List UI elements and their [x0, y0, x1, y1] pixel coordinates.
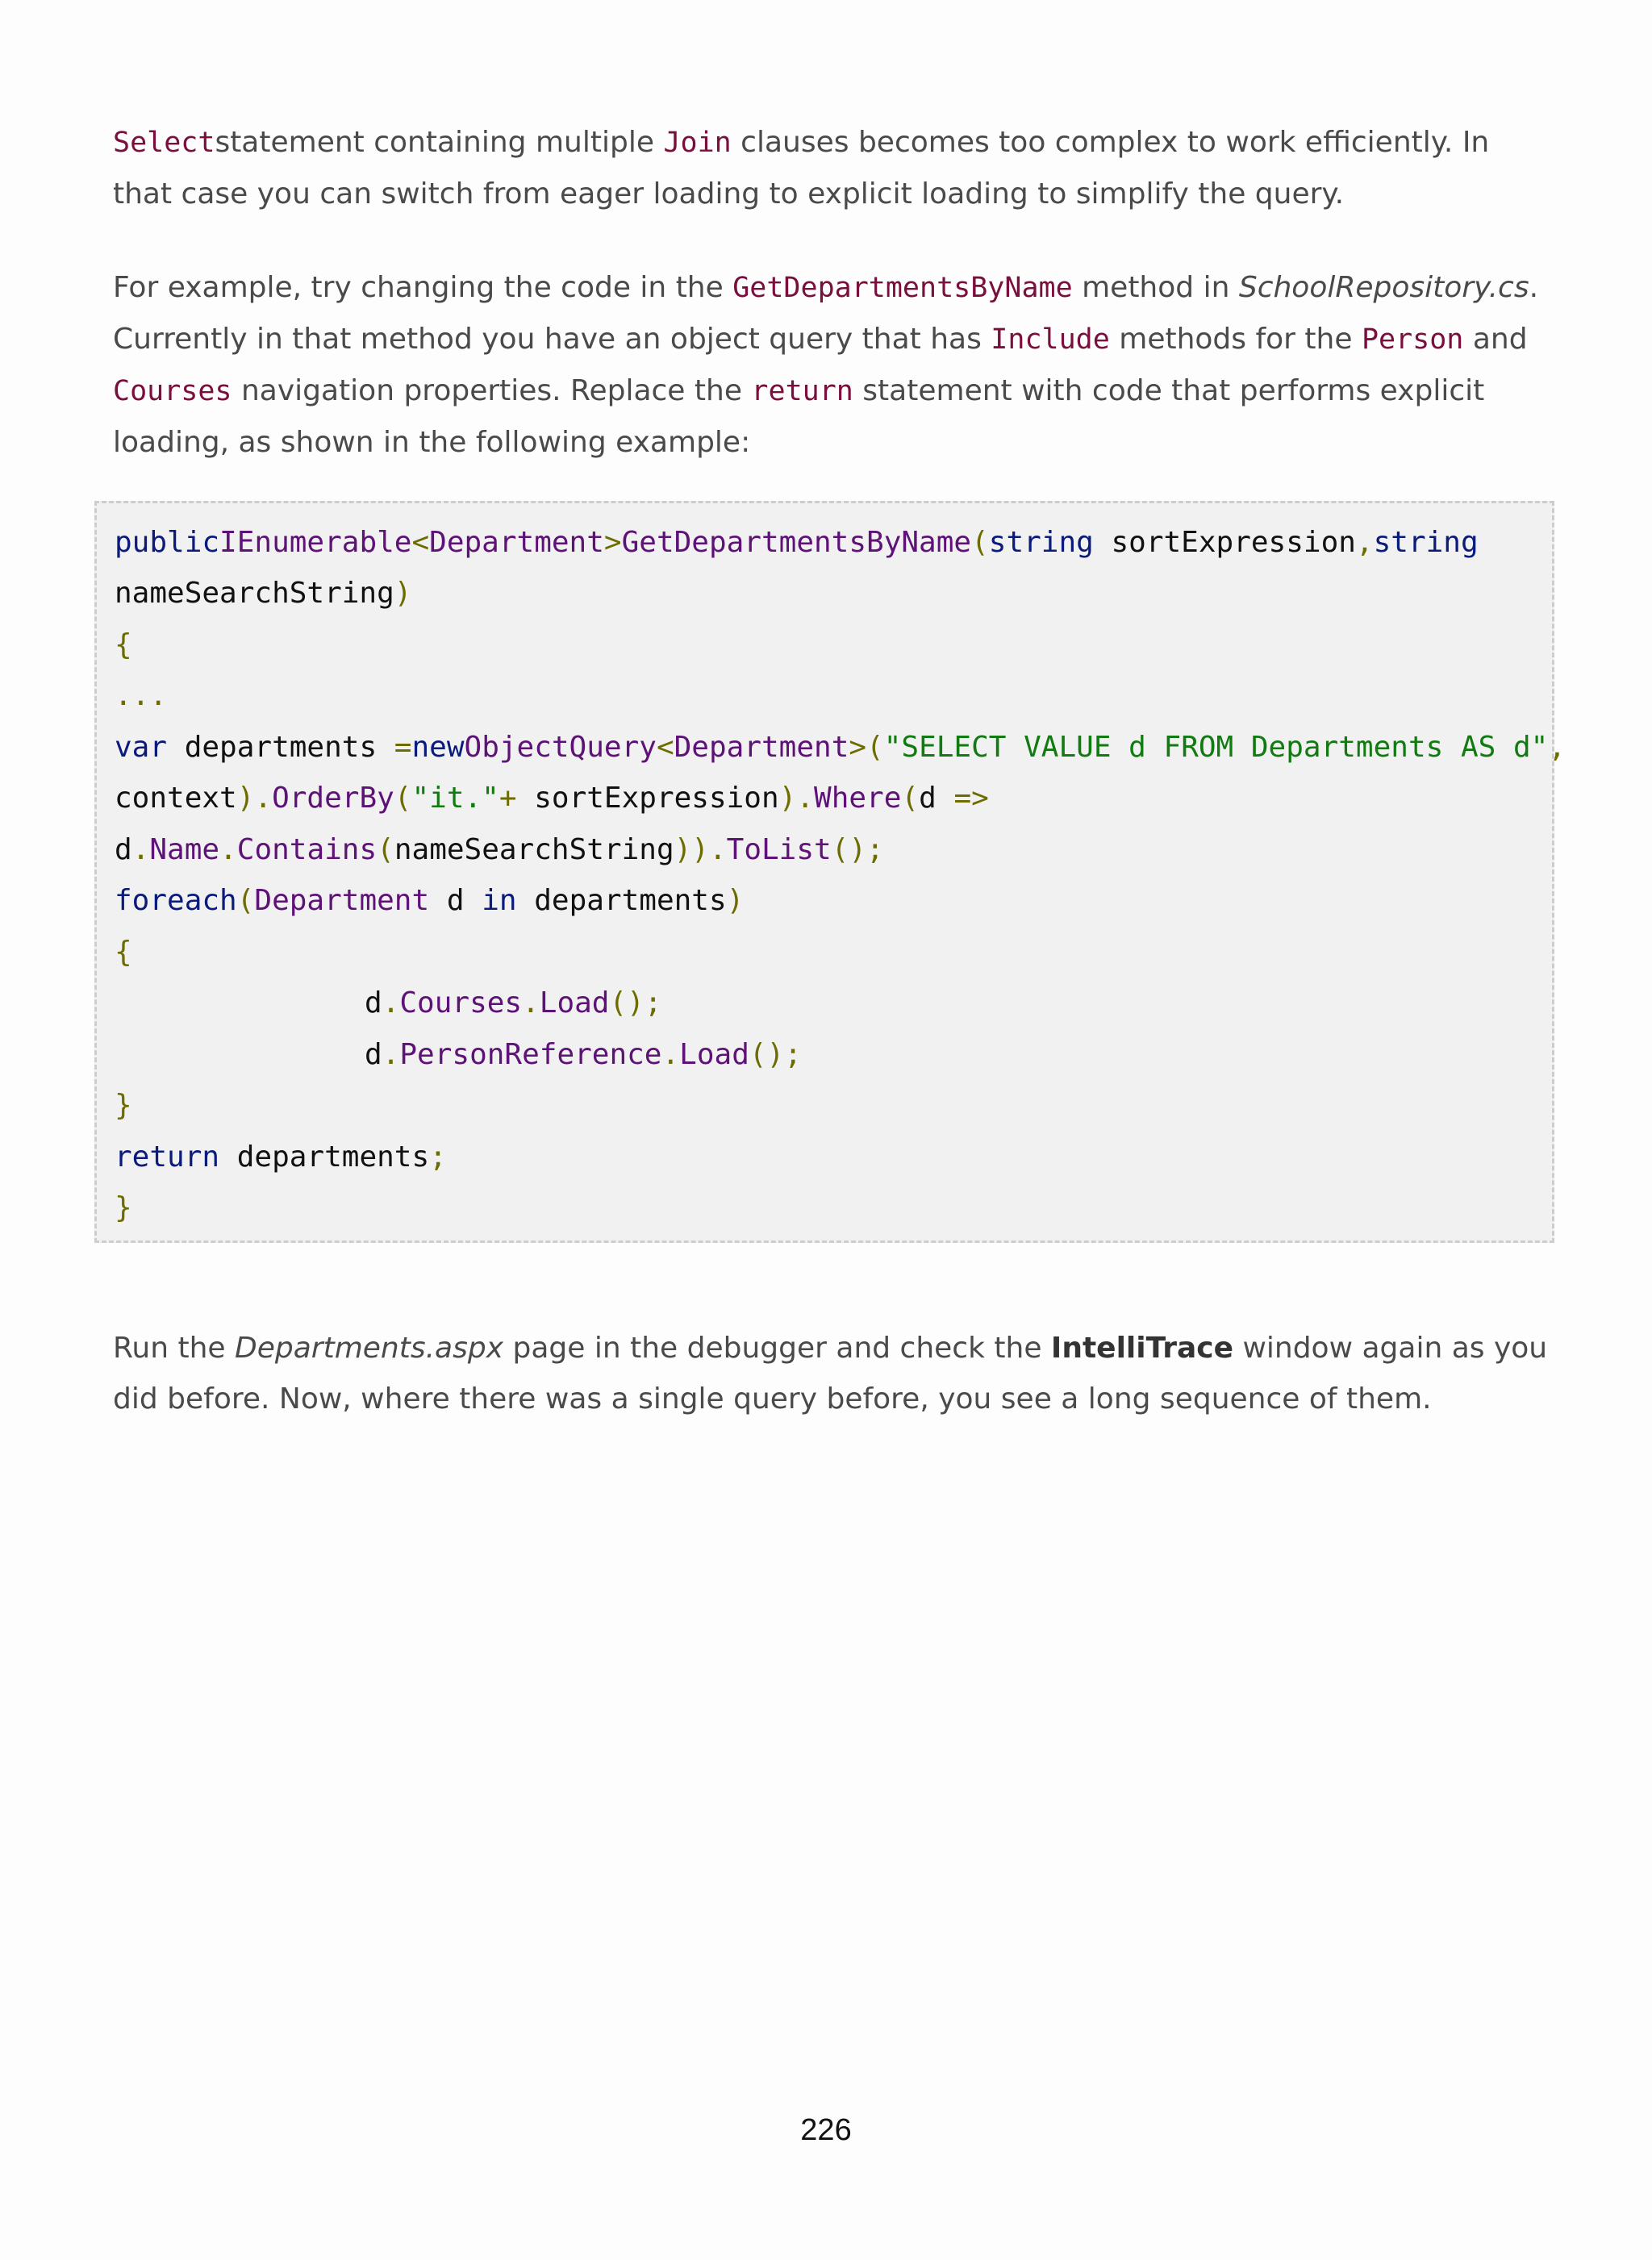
code-line-8: foreach(Department d in departments) — [115, 884, 745, 917]
code-line-7: d.Name.Contains(nameSearchString)).ToList(); — [115, 833, 884, 866]
code-line-13: return departments; — [115, 1140, 447, 1174]
code-line-9: { — [115, 936, 132, 969]
page-number: 226 — [800, 2113, 852, 2147]
inline-code-person: Person — [1361, 323, 1464, 356]
code-block — [94, 501, 1566, 1243]
code-line-11: d.PersonReference.Load(); — [365, 1038, 802, 1071]
inline-code-courses: Courses — [113, 375, 232, 407]
file-name: SchoolRepository.cs — [1238, 271, 1529, 304]
code-line-14: } — [115, 1191, 132, 1224]
inline-code-return: return — [751, 375, 853, 407]
code-line-1: publicIEnumerable<Department>GetDepartmentsByName(string sortExpression,string — [115, 526, 1479, 559]
inline-code-join: Join — [663, 127, 732, 159]
code-line-4: ... — [115, 679, 168, 712]
code-line-10: d.Courses.Load(); — [365, 986, 662, 1020]
intellitrace-label: IntelliTrace — [1050, 1332, 1233, 1365]
paragraph-intro: Selectstatement containing multiple Join clauses becomes too complex to work efficiently. In that case you can switch from eager loading to explicit loading to simplify the query. — [113, 126, 1490, 211]
code-line-6: context).OrderBy("it."+ sortExpression).Where(d => — [115, 782, 989, 815]
paragraph-example: For example, try changing the code in the GetDepartmentsByName method in SchoolRepository.cs. Currently in that method you have an object query that has Include methods for the Person and Courses navigation properties. Replace the return statement with code that performs explicit loading, as shown in the following example: — [113, 271, 1539, 459]
inline-code-select: Select — [113, 127, 215, 159]
inline-code-method: GetDepartmentsByName — [732, 272, 1073, 304]
code-line-5: var departments =newObjectQuery<Department>("SELECT VALUE d FROM Departments AS d", — [115, 731, 1566, 764]
code-line-12: } — [115, 1089, 132, 1122]
inline-code-include: Include — [991, 323, 1110, 356]
code-line-3: { — [115, 628, 132, 661]
paragraph-run: Run the Departments.aspx page in the debugger and check the IntelliTrace window again as you did before. Now, where there was a single query before, you see a long sequence of them. — [113, 1332, 1548, 1416]
page-file-name: Departments.aspx — [235, 1332, 504, 1365]
code-line-2: nameSearchString) — [115, 577, 412, 610]
